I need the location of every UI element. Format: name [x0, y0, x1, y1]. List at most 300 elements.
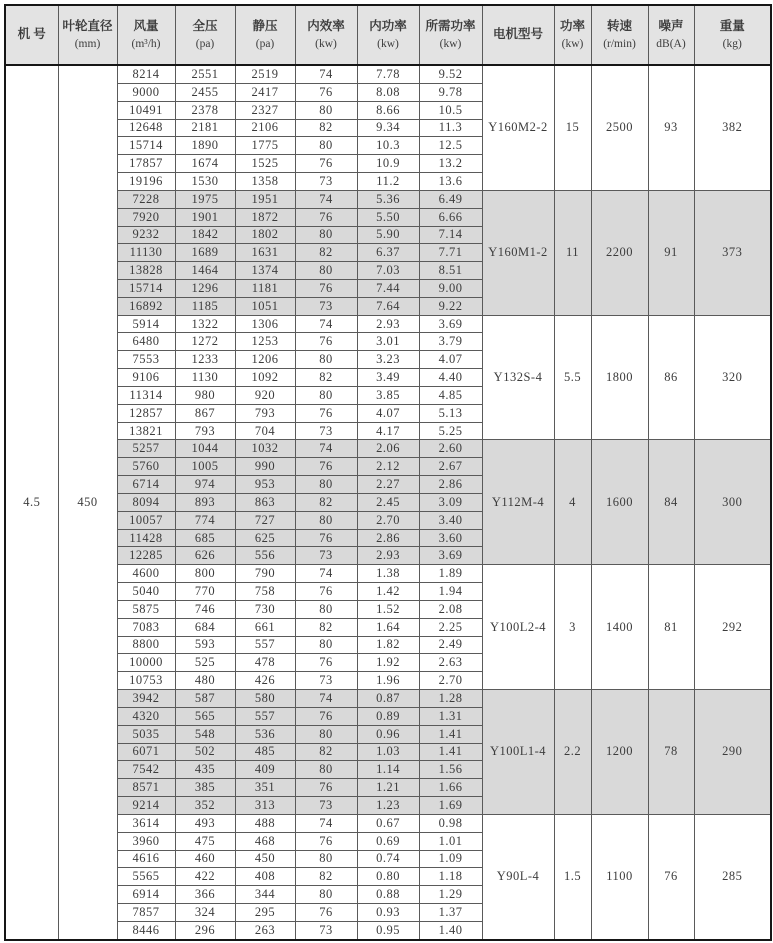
- internal-power-cell: 0.69: [357, 832, 419, 850]
- total-pressure-cell: 1322: [175, 315, 235, 333]
- total-pressure-cell: 435: [175, 761, 235, 779]
- weight-cell: 320: [694, 315, 771, 440]
- column-unit: (kg): [722, 37, 742, 50]
- static-pressure-cell: 426: [235, 672, 295, 690]
- airflow-cell: 9106: [117, 369, 175, 387]
- weight-cell: 373: [694, 190, 771, 315]
- internal-power-cell: 1.42: [357, 583, 419, 601]
- airflow-cell: 10057: [117, 511, 175, 529]
- column-title: 所需功率: [425, 19, 476, 34]
- airflow-cell: 11130: [117, 244, 175, 262]
- internal-power-cell: 2.93: [357, 315, 419, 333]
- required-power-cell: 2.67: [419, 458, 482, 476]
- airflow-cell: 16892: [117, 297, 175, 315]
- internal-power-cell: 7.64: [357, 297, 419, 315]
- column-unit: (kw): [315, 37, 337, 50]
- required-power-cell: 1.28: [419, 690, 482, 708]
- internal-efficiency-cell: 76: [295, 779, 357, 797]
- internal-power-cell: 4.07: [357, 404, 419, 422]
- internal-power-cell: 3.49: [357, 369, 419, 387]
- total-pressure-cell: 1464: [175, 262, 235, 280]
- column-header-static-pressure: [235, 5, 295, 65]
- required-power-cell: 8.51: [419, 262, 482, 280]
- noise-cell: 91: [648, 190, 694, 315]
- noise-cell: 76: [648, 814, 694, 940]
- static-pressure-cell: 793: [235, 404, 295, 422]
- airflow-cell: 3942: [117, 690, 175, 708]
- static-pressure-cell: 1253: [235, 333, 295, 351]
- static-pressure-cell: 1206: [235, 351, 295, 369]
- column-header-speed: [591, 5, 648, 65]
- internal-power-cell: 9.34: [357, 119, 419, 137]
- internal-efficiency-cell: 82: [295, 743, 357, 761]
- fan-spec-table: [4, 4, 772, 941]
- total-pressure-cell: 2378: [175, 101, 235, 119]
- internal-efficiency-cell: 76: [295, 654, 357, 672]
- total-pressure-cell: 800: [175, 565, 235, 583]
- airflow-cell: 7228: [117, 190, 175, 208]
- column-header-internal-power: [357, 5, 419, 65]
- airflow-cell: 10753: [117, 672, 175, 690]
- column-title: 重量: [719, 19, 745, 34]
- motor-model-cell: Y100L2-4: [482, 565, 554, 690]
- internal-power-cell: 1.96: [357, 672, 419, 690]
- motor-model-cell: Y160M1-2: [482, 190, 554, 315]
- required-power-cell: 4.07: [419, 351, 482, 369]
- internal-power-cell: 2.06: [357, 440, 419, 458]
- airflow-cell: 8800: [117, 636, 175, 654]
- required-power-cell: 9.00: [419, 280, 482, 298]
- total-pressure-cell: 1842: [175, 226, 235, 244]
- airflow-cell: 10000: [117, 654, 175, 672]
- required-power-cell: 1.31: [419, 707, 482, 725]
- total-pressure-cell: 548: [175, 725, 235, 743]
- internal-efficiency-cell: 80: [295, 600, 357, 618]
- required-power-cell: 1.69: [419, 797, 482, 815]
- internal-efficiency-cell: 82: [295, 493, 357, 511]
- column-header-required-power: [419, 5, 482, 65]
- airflow-cell: 8214: [117, 65, 175, 83]
- total-pressure-cell: 1044: [175, 440, 235, 458]
- internal-efficiency-cell: 73: [295, 422, 357, 440]
- total-pressure-cell: 1296: [175, 280, 235, 298]
- required-power-cell: 3.69: [419, 315, 482, 333]
- impeller-diameter-cell: 450: [58, 65, 117, 940]
- airflow-cell: 6071: [117, 743, 175, 761]
- internal-efficiency-cell: 74: [295, 315, 357, 333]
- motor-power-cell: 2.2: [554, 690, 591, 815]
- noise-cell: 78: [648, 690, 694, 815]
- speed-cell: 2500: [591, 65, 648, 190]
- internal-efficiency-cell: 80: [295, 137, 357, 155]
- required-power-cell: 2.60: [419, 440, 482, 458]
- required-power-cell: 7.71: [419, 244, 482, 262]
- column-header-motor-power: [554, 5, 591, 65]
- machine-no-cell: 4.5: [5, 65, 58, 940]
- internal-efficiency-cell: 74: [295, 690, 357, 708]
- total-pressure-cell: 980: [175, 386, 235, 404]
- motor-power-cell: 1.5: [554, 814, 591, 940]
- static-pressure-cell: 2106: [235, 119, 295, 137]
- internal-efficiency-cell: 80: [295, 636, 357, 654]
- total-pressure-cell: 893: [175, 493, 235, 511]
- internal-power-cell: 0.93: [357, 903, 419, 921]
- airflow-cell: 13828: [117, 262, 175, 280]
- internal-efficiency-cell: 73: [295, 547, 357, 565]
- total-pressure-cell: 422: [175, 868, 235, 886]
- static-pressure-cell: 478: [235, 654, 295, 672]
- internal-efficiency-cell: 80: [295, 511, 357, 529]
- internal-efficiency-cell: 82: [295, 369, 357, 387]
- internal-power-cell: 0.96: [357, 725, 419, 743]
- internal-power-cell: 0.87: [357, 690, 419, 708]
- required-power-cell: 2.70: [419, 672, 482, 690]
- airflow-cell: 7083: [117, 618, 175, 636]
- total-pressure-cell: 2455: [175, 83, 235, 101]
- column-title: 机 号: [17, 27, 46, 42]
- required-power-cell: 2.25: [419, 618, 482, 636]
- internal-power-cell: 11.2: [357, 173, 419, 191]
- total-pressure-cell: 1130: [175, 369, 235, 387]
- weight-cell: 290: [694, 690, 771, 815]
- airflow-cell: 3614: [117, 814, 175, 832]
- airflow-cell: 5760: [117, 458, 175, 476]
- total-pressure-cell: 1530: [175, 173, 235, 191]
- airflow-cell: 4600: [117, 565, 175, 583]
- column-title: 风量: [133, 19, 159, 34]
- required-power-cell: 3.69: [419, 547, 482, 565]
- table-header: [5, 5, 771, 65]
- fan-spec-page: [4, 4, 770, 941]
- internal-efficiency-cell: 73: [295, 173, 357, 191]
- speed-cell: 1400: [591, 565, 648, 690]
- internal-efficiency-cell: 80: [295, 386, 357, 404]
- internal-power-cell: 2.27: [357, 476, 419, 494]
- internal-efficiency-cell: 76: [295, 280, 357, 298]
- column-unit: (kw): [561, 37, 584, 50]
- static-pressure-cell: 727: [235, 511, 295, 529]
- data-row: [5, 190, 771, 208]
- internal-power-cell: 5.36: [357, 190, 419, 208]
- internal-efficiency-cell: 80: [295, 850, 357, 868]
- internal-efficiency-cell: 80: [295, 725, 357, 743]
- internal-efficiency-cell: 82: [295, 868, 357, 886]
- noise-cell: 84: [648, 440, 694, 565]
- internal-power-cell: 0.80: [357, 868, 419, 886]
- airflow-cell: 15714: [117, 280, 175, 298]
- internal-power-cell: 3.85: [357, 386, 419, 404]
- internal-power-cell: 10.3: [357, 137, 419, 155]
- column-unit: (pa): [195, 37, 215, 50]
- column-title: 转速: [606, 19, 632, 34]
- airflow-cell: 7553: [117, 351, 175, 369]
- column-unit: dB(A): [656, 37, 686, 50]
- static-pressure-cell: 468: [235, 832, 295, 850]
- static-pressure-cell: 450: [235, 850, 295, 868]
- required-power-cell: 1.66: [419, 779, 482, 797]
- required-power-cell: 4.40: [419, 369, 482, 387]
- required-power-cell: 6.66: [419, 208, 482, 226]
- static-pressure-cell: 1092: [235, 369, 295, 387]
- static-pressure-cell: 295: [235, 903, 295, 921]
- required-power-cell: 13.2: [419, 155, 482, 173]
- total-pressure-cell: 684: [175, 618, 235, 636]
- total-pressure-cell: 1901: [175, 208, 235, 226]
- internal-power-cell: 2.12: [357, 458, 419, 476]
- internal-efficiency-cell: 73: [295, 797, 357, 815]
- internal-efficiency-cell: 74: [295, 190, 357, 208]
- total-pressure-cell: 793: [175, 422, 235, 440]
- static-pressure-cell: 1358: [235, 173, 295, 191]
- internal-power-cell: 0.74: [357, 850, 419, 868]
- static-pressure-cell: 1775: [235, 137, 295, 155]
- required-power-cell: 1.94: [419, 583, 482, 601]
- internal-power-cell: 0.95: [357, 921, 419, 940]
- static-pressure-cell: 344: [235, 886, 295, 904]
- airflow-cell: 8094: [117, 493, 175, 511]
- data-row: [5, 565, 771, 583]
- total-pressure-cell: 2551: [175, 65, 235, 83]
- airflow-cell: 5257: [117, 440, 175, 458]
- static-pressure-cell: 2327: [235, 101, 295, 119]
- total-pressure-cell: 1005: [175, 458, 235, 476]
- total-pressure-cell: 1233: [175, 351, 235, 369]
- column-title: 噪声: [658, 19, 684, 34]
- required-power-cell: 1.29: [419, 886, 482, 904]
- internal-efficiency-cell: 73: [295, 921, 357, 940]
- column-header-total-pressure: [175, 5, 235, 65]
- required-power-cell: 10.5: [419, 101, 482, 119]
- static-pressure-cell: 2417: [235, 83, 295, 101]
- total-pressure-cell: 525: [175, 654, 235, 672]
- motor-power-cell: 4: [554, 440, 591, 565]
- required-power-cell: 1.18: [419, 868, 482, 886]
- speed-cell: 1100: [591, 814, 648, 940]
- total-pressure-cell: 385: [175, 779, 235, 797]
- airflow-cell: 12285: [117, 547, 175, 565]
- total-pressure-cell: 1975: [175, 190, 235, 208]
- internal-power-cell: 7.78: [357, 65, 419, 83]
- column-title: 电机型号: [492, 27, 543, 42]
- total-pressure-cell: 685: [175, 529, 235, 547]
- column-unit: (pa): [255, 37, 275, 50]
- internal-power-cell: 4.17: [357, 422, 419, 440]
- airflow-cell: 19196: [117, 173, 175, 191]
- airflow-cell: 3960: [117, 832, 175, 850]
- column-header-airflow: [117, 5, 175, 65]
- required-power-cell: 1.37: [419, 903, 482, 921]
- required-power-cell: 9.52: [419, 65, 482, 83]
- motor-power-cell: 5.5: [554, 315, 591, 440]
- internal-efficiency-cell: 82: [295, 618, 357, 636]
- static-pressure-cell: 1374: [235, 262, 295, 280]
- internal-power-cell: 7.44: [357, 280, 419, 298]
- weight-cell: 382: [694, 65, 771, 190]
- total-pressure-cell: 1185: [175, 297, 235, 315]
- internal-efficiency-cell: 73: [295, 297, 357, 315]
- required-power-cell: 3.40: [419, 511, 482, 529]
- static-pressure-cell: 1802: [235, 226, 295, 244]
- airflow-cell: 5040: [117, 583, 175, 601]
- airflow-cell: 9214: [117, 797, 175, 815]
- motor-power-cell: 3: [554, 565, 591, 690]
- required-power-cell: 1.09: [419, 850, 482, 868]
- airflow-cell: 5914: [117, 315, 175, 333]
- airflow-cell: 9232: [117, 226, 175, 244]
- static-pressure-cell: 990: [235, 458, 295, 476]
- column-unit: (m³/h): [131, 37, 161, 50]
- static-pressure-cell: 704: [235, 422, 295, 440]
- total-pressure-cell: 770: [175, 583, 235, 601]
- static-pressure-cell: 1051: [235, 297, 295, 315]
- required-power-cell: 12.5: [419, 137, 482, 155]
- total-pressure-cell: 352: [175, 797, 235, 815]
- airflow-cell: 5035: [117, 725, 175, 743]
- internal-efficiency-cell: 80: [295, 262, 357, 280]
- motor-power-cell: 11: [554, 190, 591, 315]
- airflow-cell: 7542: [117, 761, 175, 779]
- internal-power-cell: 7.03: [357, 262, 419, 280]
- required-power-cell: 6.49: [419, 190, 482, 208]
- total-pressure-cell: 480: [175, 672, 235, 690]
- column-title: 功率: [559, 19, 585, 34]
- weight-cell: 292: [694, 565, 771, 690]
- column-header-motor-model: [482, 5, 554, 65]
- internal-power-cell: 1.03: [357, 743, 419, 761]
- internal-efficiency-cell: 76: [295, 208, 357, 226]
- internal-efficiency-cell: 76: [295, 707, 357, 725]
- static-pressure-cell: 730: [235, 600, 295, 618]
- internal-power-cell: 5.90: [357, 226, 419, 244]
- internal-efficiency-cell: 74: [295, 565, 357, 583]
- internal-power-cell: 8.66: [357, 101, 419, 119]
- total-pressure-cell: 774: [175, 511, 235, 529]
- internal-efficiency-cell: 76: [295, 404, 357, 422]
- static-pressure-cell: 863: [235, 493, 295, 511]
- internal-power-cell: 3.23: [357, 351, 419, 369]
- total-pressure-cell: 502: [175, 743, 235, 761]
- internal-efficiency-cell: 76: [295, 333, 357, 351]
- internal-power-cell: 2.45: [357, 493, 419, 511]
- internal-efficiency-cell: 73: [295, 672, 357, 690]
- header-row: [5, 5, 771, 65]
- column-title: 叶轮直径: [62, 19, 113, 34]
- internal-efficiency-cell: 74: [295, 65, 357, 83]
- required-power-cell: 2.86: [419, 476, 482, 494]
- required-power-cell: 3.60: [419, 529, 482, 547]
- required-power-cell: 2.08: [419, 600, 482, 618]
- internal-power-cell: 5.50: [357, 208, 419, 226]
- airflow-cell: 7857: [117, 903, 175, 921]
- airflow-cell: 8446: [117, 921, 175, 940]
- required-power-cell: 5.25: [419, 422, 482, 440]
- total-pressure-cell: 1674: [175, 155, 235, 173]
- internal-efficiency-cell: 82: [295, 119, 357, 137]
- speed-cell: 1800: [591, 315, 648, 440]
- column-header-impeller-diameter: [58, 5, 117, 65]
- weight-cell: 285: [694, 814, 771, 940]
- column-unit: (kw): [377, 37, 399, 50]
- airflow-cell: 15714: [117, 137, 175, 155]
- column-unit: (r/min): [603, 37, 636, 50]
- motor-model-cell: Y112M-4: [482, 440, 554, 565]
- weight-cell: 300: [694, 440, 771, 565]
- airflow-cell: 4616: [117, 850, 175, 868]
- total-pressure-cell: 593: [175, 636, 235, 654]
- static-pressure-cell: 1032: [235, 440, 295, 458]
- airflow-cell: 13821: [117, 422, 175, 440]
- data-row: [5, 690, 771, 708]
- static-pressure-cell: 1306: [235, 315, 295, 333]
- required-power-cell: 3.09: [419, 493, 482, 511]
- airflow-cell: 12857: [117, 404, 175, 422]
- internal-efficiency-cell: 80: [295, 476, 357, 494]
- static-pressure-cell: 408: [235, 868, 295, 886]
- required-power-cell: 1.56: [419, 761, 482, 779]
- column-title: 内功率: [369, 19, 407, 34]
- required-power-cell: 1.41: [419, 725, 482, 743]
- internal-efficiency-cell: 80: [295, 226, 357, 244]
- airflow-cell: 5875: [117, 600, 175, 618]
- motor-model-cell: Y100L1-4: [482, 690, 554, 815]
- static-pressure-cell: 409: [235, 761, 295, 779]
- internal-power-cell: 1.92: [357, 654, 419, 672]
- static-pressure-cell: 263: [235, 921, 295, 940]
- total-pressure-cell: 587: [175, 690, 235, 708]
- static-pressure-cell: 488: [235, 814, 295, 832]
- internal-efficiency-cell: 74: [295, 440, 357, 458]
- static-pressure-cell: 920: [235, 386, 295, 404]
- data-row: [5, 440, 771, 458]
- total-pressure-cell: 475: [175, 832, 235, 850]
- noise-cell: 93: [648, 65, 694, 190]
- data-row: [5, 814, 771, 832]
- static-pressure-cell: 313: [235, 797, 295, 815]
- column-unit: (kw): [439, 37, 462, 50]
- internal-efficiency-cell: 76: [295, 83, 357, 101]
- column-header-internal-efficiency: [295, 5, 357, 65]
- total-pressure-cell: 746: [175, 600, 235, 618]
- internal-power-cell: 1.82: [357, 636, 419, 654]
- static-pressure-cell: 1951: [235, 190, 295, 208]
- required-power-cell: 2.49: [419, 636, 482, 654]
- data-row: [5, 65, 771, 83]
- static-pressure-cell: 536: [235, 725, 295, 743]
- required-power-cell: 0.98: [419, 814, 482, 832]
- static-pressure-cell: 485: [235, 743, 295, 761]
- internal-power-cell: 1.14: [357, 761, 419, 779]
- column-unit: (mm): [74, 37, 101, 50]
- internal-efficiency-cell: 80: [295, 101, 357, 119]
- required-power-cell: 9.78: [419, 83, 482, 101]
- internal-power-cell: 1.23: [357, 797, 419, 815]
- data-row: [5, 315, 771, 333]
- static-pressure-cell: 557: [235, 636, 295, 654]
- static-pressure-cell: 556: [235, 547, 295, 565]
- static-pressure-cell: 580: [235, 690, 295, 708]
- total-pressure-cell: 493: [175, 814, 235, 832]
- airflow-cell: 6714: [117, 476, 175, 494]
- total-pressure-cell: 366: [175, 886, 235, 904]
- total-pressure-cell: 1689: [175, 244, 235, 262]
- column-title: 全压: [192, 19, 218, 34]
- required-power-cell: 1.40: [419, 921, 482, 940]
- airflow-cell: 10491: [117, 101, 175, 119]
- internal-efficiency-cell: 76: [295, 583, 357, 601]
- airflow-cell: 7920: [117, 208, 175, 226]
- static-pressure-cell: 2519: [235, 65, 295, 83]
- motor-model-cell: Y132S-4: [482, 315, 554, 440]
